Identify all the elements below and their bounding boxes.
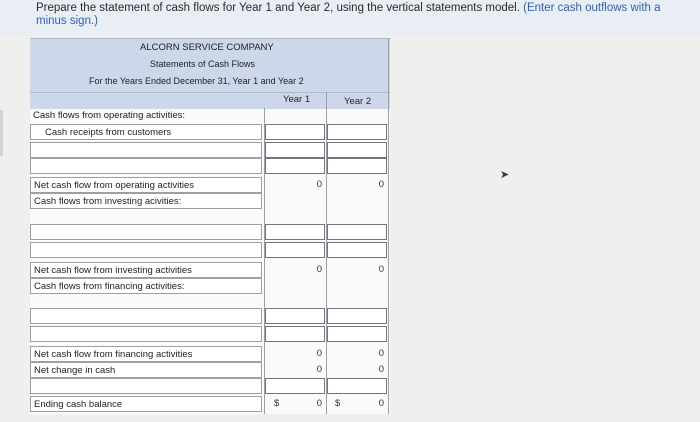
investing-label-input-2[interactable] (30, 242, 262, 258)
operating-label-input-2[interactable] (30, 158, 262, 174)
instruction-text (36, 2, 676, 28)
net-change-year2: 0 (378, 364, 384, 375)
ending-cash-label: Ending cash balance (30, 396, 262, 412)
cash-flow-statement-table (30, 38, 390, 414)
net-change-year1: 0 (316, 364, 322, 375)
net-operating-year2: 0 (378, 179, 384, 190)
statement-title: Statements of Cash Flows (150, 59, 256, 69)
net-financing-year1: 0 (316, 348, 322, 359)
investing-label-input-1[interactable] (30, 224, 262, 240)
financing-year1-input-2[interactable] (265, 326, 325, 342)
investing-year1-input-1[interactable] (265, 224, 325, 240)
net-financing-label: Net cash flow from financing activities (30, 346, 262, 362)
net-investing-label: Net cash flow from investing activities (30, 262, 262, 278)
operating-year2-input-1[interactable] (327, 142, 387, 158)
net-investing-year1: 0 (316, 264, 322, 275)
investing-year2-input-2[interactable] (327, 242, 387, 258)
net-financing-year2: 0 (378, 348, 384, 359)
operating-year1-input-2[interactable] (265, 158, 325, 174)
net-change-label: Net change in cash (30, 362, 262, 378)
column-header-year1: Year 1 (283, 94, 311, 105)
receipts-year2-input[interactable] (327, 124, 387, 140)
net-operating-year1: 0 (316, 179, 322, 190)
financing-year1-input-1[interactable] (265, 308, 325, 324)
financing-label-input-2[interactable] (30, 326, 262, 342)
financing-year2-input-1[interactable] (327, 308, 387, 324)
financing-year2-input-2[interactable] (327, 326, 387, 342)
receipts-year1-input[interactable] (265, 124, 325, 140)
ending-year1-dollar: $ (274, 398, 280, 409)
mouse-cursor-icon: ➤ (500, 169, 510, 181)
instruction-main: Prepare the statement of cash flows for Year 1 and Year 2, using the vertical statements model. (36, 2, 520, 14)
beginning-year1-input[interactable] (265, 378, 325, 394)
statement-period: For the Years Ended December 31, Year 1 and Year 2 (89, 76, 304, 86)
receipts-label: Cash receipts from customers (30, 124, 262, 140)
net-investing-year2: 0 (378, 264, 384, 275)
operating-label-input-1[interactable] (30, 142, 262, 158)
column-divider-3 (388, 38, 389, 414)
beginning-label-input[interactable] (30, 378, 262, 394)
investing-year1-input-2[interactable] (265, 242, 325, 258)
operating-year1-input-1[interactable] (265, 142, 325, 158)
ending-year1: 0 (316, 398, 322, 409)
operating-year2-input-2[interactable] (327, 158, 387, 174)
ending-year2: 0 (378, 398, 384, 409)
financing-label-input-1[interactable] (30, 308, 262, 324)
operating-header: Cash flows from operating activities: (33, 110, 186, 121)
header-divider (30, 92, 390, 93)
investing-year2-input-1[interactable] (327, 224, 387, 240)
instruction-hint: (Enter cash outflows with a minus sign.) (36, 2, 661, 27)
financing-header: Cash flows from financing activities: (30, 278, 262, 294)
company-name: ALCORN SERVICE COMPANY (140, 42, 274, 53)
left-edge-marker (0, 110, 3, 156)
investing-header: Cash flows from investing acivities: (30, 193, 262, 209)
ending-year2-dollar: $ (335, 398, 341, 409)
column-header-year2: Year 2 (344, 96, 372, 107)
net-operating-label: Net cash flow from operating activities (30, 177, 262, 193)
beginning-year2-input[interactable] (327, 378, 387, 394)
